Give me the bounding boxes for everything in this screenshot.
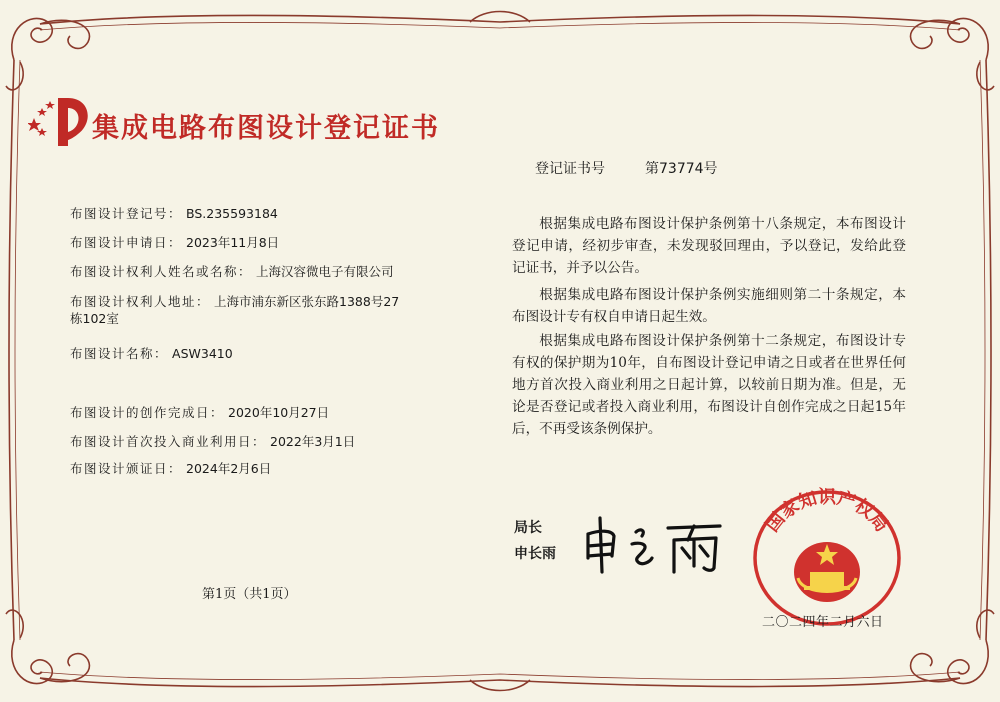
field-right-holder [70,263,400,280]
paragraph-registration [512,213,906,279]
field-value: 2020年10月27日 [228,405,330,420]
field-registration-no [70,205,278,222]
director-title: 局长 [514,520,542,536]
paragraph-protection [512,330,906,440]
field-value: 上海市浦东新区张东路1388号27栋102室 [70,294,400,326]
paragraph-text: 根据集成电路布图设计保护条例第十二条规定，布图设计专有权的保护期为10年，自布图设计登记申请之日或者在世界任何地方首次投入商业利用之日起计算，以较前日期为准。但是，无论是否登记或者投入商业利用，布图设计自创作完成之日起15年后，不再受该条例保护。 [512,333,906,437]
page-number: 第1页（共1页） [202,587,297,602]
field-label: 布图设计申请日： [70,235,183,250]
field-label: 布图设计首次投入商业利用日： [70,434,267,449]
field-creation-date [70,404,329,421]
director-name: 申长雨 [514,546,556,562]
field-holder-address [70,293,400,327]
field-label: 布图设计名称： [70,346,169,361]
field-label: 布图设计权利人地址： [70,294,211,309]
paragraph-text: 根据集成电路布图设计保护条例第十八条规定，本布图设计登记申请，经初步审查，未发现驳回理由，予以登记，发给此登记证书，并予以公告。 [512,216,906,276]
field-value: BS.235593184 [186,206,278,221]
field-value: 2023年11月8日 [186,235,280,250]
registration-number-label: 登记证书号 [535,161,605,177]
field-value: 上海汉容微电子有限公司 [256,264,394,279]
field-design-name [70,345,233,362]
director-signature [578,510,728,580]
field-label: 布图设计权利人姓名或名称： [70,264,253,279]
field-value: 2024年2月6日 [186,461,272,476]
field-value: 2022年3月1日 [270,434,356,449]
official-seal [742,478,912,628]
seal-text: 国家知识产权局 [761,487,893,536]
certificate-title: 集成电路布图设计登记证书 [92,113,440,144]
cnipa-logo-icon [28,96,98,148]
field-label: 布图设计登记号： [70,206,183,221]
issue-date-chinese: 二〇二四年二月六日 [762,615,884,630]
field-issue-date [70,460,271,477]
field-label: 布图设计的创作完成日： [70,405,225,420]
field-commercial-date [70,433,355,450]
field-label: 布图设计颁证日： [70,461,183,476]
registration-number-value: 第73774号 [645,161,718,177]
paragraph-effect [512,284,906,328]
paragraph-text: 根据集成电路布图设计保护条例实施细则第二十条规定，本布图设计专有权自申请日起生效。 [512,287,906,325]
field-value: ASW3410 [172,346,233,361]
field-application-date [70,234,279,251]
